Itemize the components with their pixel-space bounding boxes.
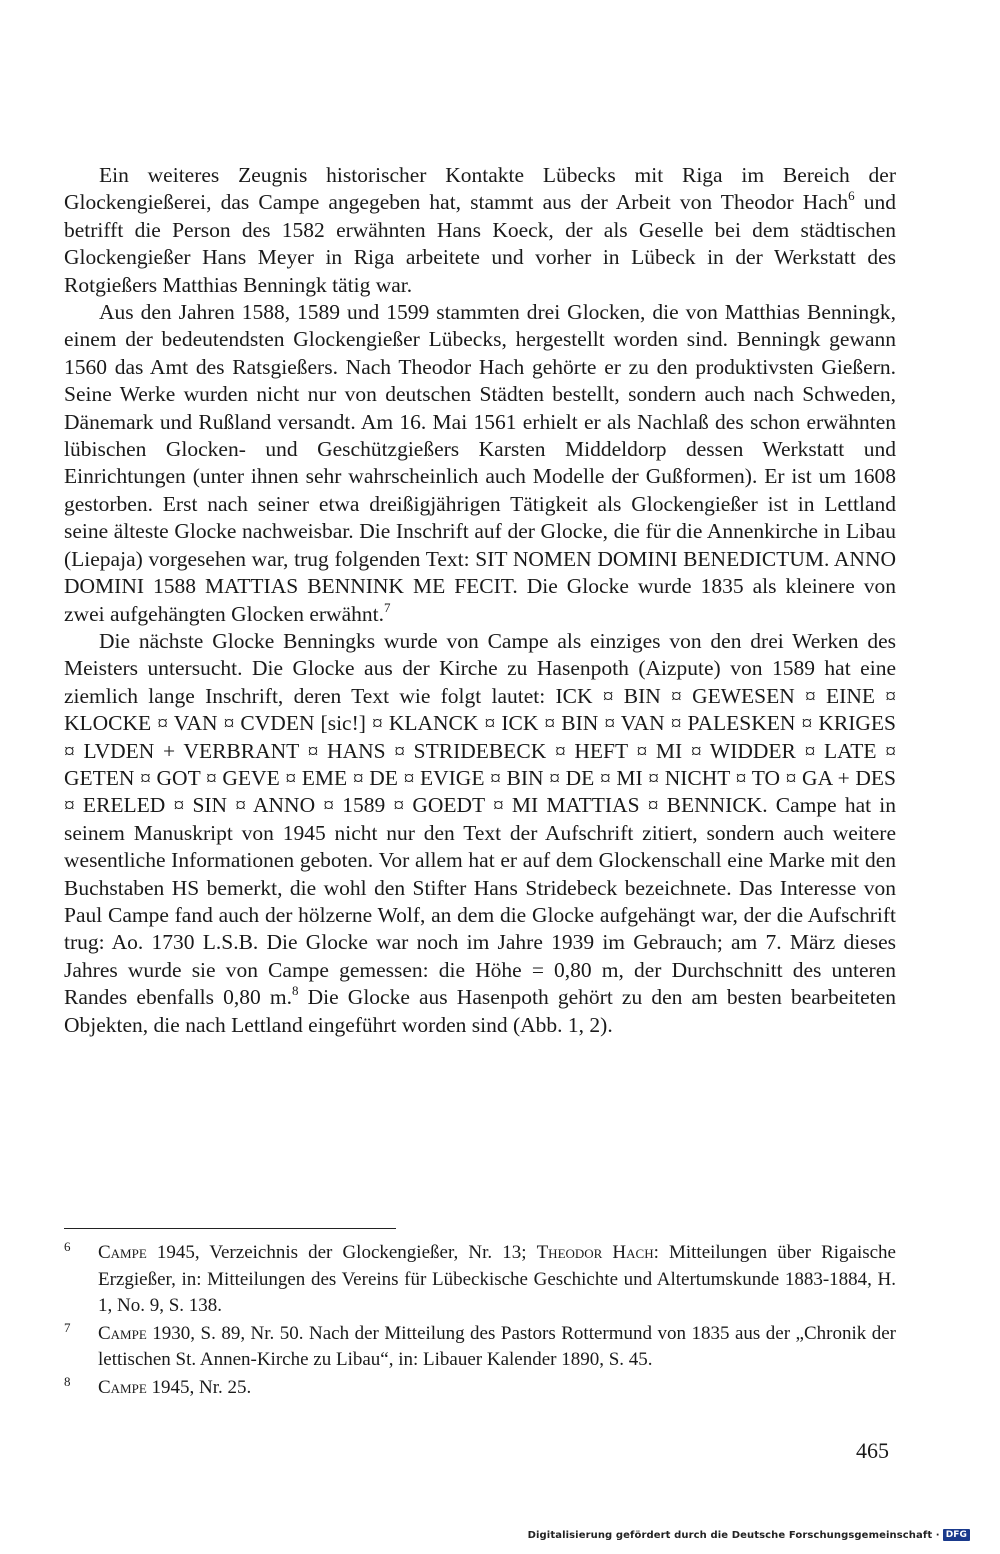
footnote-text: 1945, Verzeichnis der Glockengießer, Nr. 13; xyxy=(146,1242,537,1263)
paragraph-text: Ein weiteres Zeugnis historischer Kontakte Lübecks mit Riga im Bereich der Glockengießerei, das Campe angegeben hat, stammt aus der Arbeit von Theodor Hach xyxy=(64,163,896,215)
paragraph xyxy=(64,299,896,628)
paragraph-text: Die nächste Glocke Benningks wurde von Campe als einziges von den drei Werken des Meisters untersucht. Die Glocke aus der Kirche zu Hasenpoth (Aizpute) von 1589 hat eine ziemlich lange Inschrift, deren Text wie folgt lautet: ICK ¤ BIN ¤ GEWESEN ¤ EINE ¤ KLOCKE ¤ VAN ¤ CVDEN [sic!] ¤ KLANCK ¤ ICK ¤ BIN ¤ VAN ¤ PALESKEN ¤ KRIGES ¤ LVDEN + VERBRANT ¤ HANS ¤ STRIDEBECK ¤ HEFT ¤ MI ¤ WIDDER ¤ LATE ¤ GETEN ¤ GOT ¤ GEVE ¤ EME ¤ DE ¤ EVIGE ¤ BIN ¤ DE ¤ MI ¤ NICHT ¤ TO ¤ GA + DES ¤ ERELED ¤ SIN ¤ ANNO ¤ 1589 ¤ GOEDT ¤ MI MATTIAS ¤ BENNICK. Campe hat in seinem Manuskript von 1945 nicht nur den Text der Aufschrift zitiert, sondern auch weitere wesentliche Informationen geboten. Vor allem hat er auf dem Glockenschall eine Marke mit den Buchstaben HS bemerkt, die wohl den Stifter Hans Stridebeck bezeichnete. Das Interesse von Paul Campe fand auch der hölzerne Wolf, an dem die Glocke aufgehängt war, der die Aufschrift trug: Ao. 1730 L.S.B. Die Glocke war noch im Jahre 1939 im Gebrauch; am 7. März dieses Jahres wurde sie von Campe gemessen: die Höhe = 0,80 m, der Durchschnitt des unteren Randes ebenfalls 0,80 m. xyxy=(64,628,896,1010)
body-text xyxy=(64,162,896,1039)
paragraph-text: und betrifft die Person des 1582 erwähnten Hans Koeck, der als Geselle bei dem städtischen Glockengießer Hans Meyer in Riga arbeitete und vorher in Lübeck in der Werkstatt des Rotgießers Matthias Benningk tätig war. xyxy=(64,190,897,297)
footnote-number: 6 xyxy=(64,1239,71,1254)
footnote-text: 1945, Nr. 25. xyxy=(146,1376,252,1398)
footnote-ref[interactable]: 7 xyxy=(383,599,391,615)
paragraph-text: Die Glocke aus Hasenpoth gehört zu den am besten bearbeiteten Objekten, die nach Lettland eingeführt worden sind (Abb. 1, 2). xyxy=(64,985,896,1037)
footnote-ref[interactable]: 6 xyxy=(848,188,855,204)
paragraph xyxy=(64,628,896,1039)
footnotes xyxy=(64,1240,896,1402)
footnote xyxy=(64,1375,896,1402)
footnote-number: 7 xyxy=(64,1319,71,1335)
paragraph xyxy=(64,162,896,299)
footnote-text: : Mitteilungen über Rigaische Erzgießer, in: Mitteilungen des Vereins für Lübeckische Geschichte und Altertumskunde 1883-1884, H. 1, No. 9, S. 138. xyxy=(98,1242,896,1316)
footnote-number: 8 xyxy=(64,1373,71,1389)
footnote-text: 1930, S. 89, Nr. 50. Nach der Mitteilung des Pastors Rottermund von 1835 aus der „Chronik der lettischen St. Annen-Kirche zu Libau“, in: Libauer Kalender 1890, S. 45. xyxy=(98,1322,896,1370)
author-name: Campe xyxy=(98,1242,147,1263)
footnote xyxy=(64,1240,896,1320)
dfg-logo: DFG xyxy=(943,1529,970,1541)
author-name: Campe xyxy=(98,1322,147,1344)
credit-text: Digitalisierung gefördert durch die Deutsche Forschungsgemeinschaft · xyxy=(527,1529,940,1541)
funding-credit xyxy=(528,1529,970,1541)
author-name: Campe xyxy=(98,1376,147,1398)
author-name: Theodor Hach xyxy=(536,1242,654,1263)
footnote-ref[interactable]: 8 xyxy=(292,983,299,999)
page-number: 465 xyxy=(856,1438,889,1463)
paragraph-text: Aus den Jahren 1588, 1589 und 1599 stammten drei Glocken, die von Matthias Benningk, einem der bedeutendsten Glockengießer Lübecks, hergestellt worden sind. Benningk gewann 1560 das Amt des Ratsgießers. Nach Theodor Hach gehörte er zu den produktivsten Gießern. Seine Werke wurden nicht nur von deutschen Städten bestellt, sondern auch nach Schweden, Dänemark und Rußland versandt. Am 16. Mai 1561 erhielt er als Nachlaß des schon erwähnten lübischen Glocken- und Geschützgießers Karsten Middeldorp dessen Werkstatt und Einrichtungen (unter ihnen sehr wahrscheinlich auch Modelle der Gußformen). Er ist um 1608 gestorben. Erst nach seiner etwa dreißigjährigen Tätigkeit als Glockengießer ist in Lettland seine älteste Glocke nachweisbar. Die Inschrift auf der Glocke, die für die Annenkirche in Libau (Liepaja) vorgesehen war, trug folgenden Text: SIT NOMEN DOMINI BENEDICTUM. ANNO DOMINI 1588 MATTIAS BENNINK ME FECIT. Die Glocke wurde 1835 als kleinere von zwei aufgehängten Glocken erwähnt. xyxy=(64,300,896,626)
footnote-divider xyxy=(64,1228,396,1229)
footnote xyxy=(64,1321,896,1374)
